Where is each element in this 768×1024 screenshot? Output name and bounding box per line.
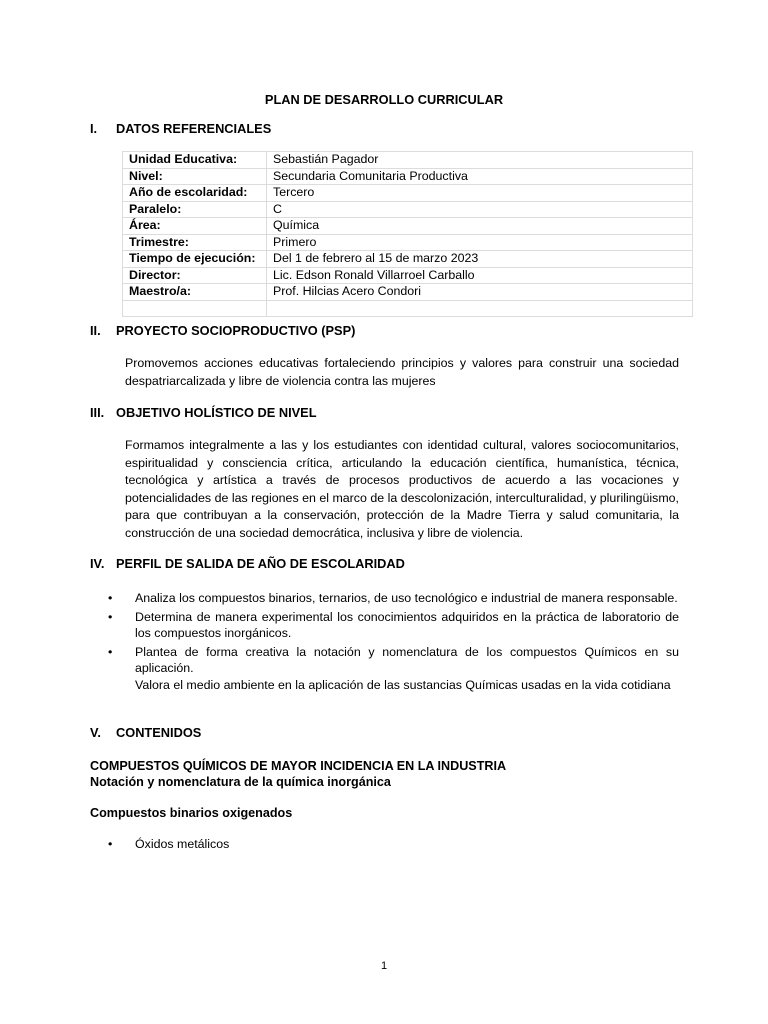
field-value: Tercero xyxy=(267,185,693,202)
reference-data-table xyxy=(122,151,693,317)
table-row xyxy=(123,152,693,169)
field-label: Maestro/a: xyxy=(123,284,267,301)
field-label: Director: xyxy=(123,267,267,284)
field-label: Trimestre: xyxy=(123,234,267,251)
section-number: II. xyxy=(90,323,101,338)
field-label: Nivel: xyxy=(123,168,267,185)
section-number: IV. xyxy=(90,556,105,571)
section-contenidos xyxy=(90,725,201,741)
field-value: C xyxy=(267,201,693,218)
field-value: Química xyxy=(267,218,693,235)
list-item-text: Analiza los compuestos binarios, ternarios, de uso tecnológico e industrial de manera responsable. xyxy=(135,591,678,605)
section-objetivo-holistico xyxy=(90,405,317,421)
contents-heading: COMPUESTOS QUÍMICOS DE MAYOR INCIDENCIA EN LA INDUSTRIA xyxy=(90,759,507,773)
field-value: Del 1 de febrero al 15 de marzo 2023 xyxy=(267,251,693,268)
field-label: Tiempo de ejecución: xyxy=(123,251,267,268)
empty-cell xyxy=(123,300,267,316)
section-title: PROYECTO SOCIOPRODUCTIVO (PSP) xyxy=(116,323,356,338)
section-title: PERFIL DE SALIDA DE AÑO DE ESCOLARIDAD xyxy=(116,556,405,571)
field-label: Paralelo: xyxy=(123,201,267,218)
bullet-icon: • xyxy=(108,837,113,851)
bullet-icon: • xyxy=(108,591,113,605)
profile-extra-line: Valora el medio ambiente en la aplicación de las sustancias Químicas usadas en la vida cotidiana xyxy=(135,677,671,692)
table-row xyxy=(123,234,693,251)
page-number: 1 xyxy=(380,960,388,972)
document-title: PLAN DE DESARROLLO CURRICULAR xyxy=(264,92,504,107)
list-item xyxy=(108,644,679,677)
contents-subheading: Notación y nomenclatura de la química inorgánica xyxy=(90,775,391,789)
list-item-text: Plantea de forma creativa la notación y nomenclatura de los compuestos Químicos en su aplicación. xyxy=(135,644,679,675)
section-number: I. xyxy=(90,121,98,136)
field-value: Sebastián Pagador xyxy=(267,152,693,169)
list-item xyxy=(108,590,679,607)
section-number: III. xyxy=(90,405,105,420)
objective-paragraph: Formamos integralmente a las y los estudiantes con identidad cultural, valores sociocomunitarios, espiritualidad y consciencia crítica, articulando la educación científica, humanística, técnica, tecnológica y artística a través de procesos productivos de acuerdo a las vocaciones y potencialidades de las regiones en el marco de la descolonización, interculturalidad, y plurilingüismo, para que contribuyan a la conservación, protección de la Madre Tierra y salud comunitaria, la construcción de una sociedad democrática, inclusiva y libre de violencia. xyxy=(125,438,679,540)
contents-group-title: Compuestos binarios oxigenados xyxy=(90,806,293,820)
table-row xyxy=(123,185,693,202)
table-row xyxy=(123,201,693,218)
profile-bullet-list xyxy=(108,590,679,693)
bullet-icon: • xyxy=(108,609,113,624)
table-row xyxy=(123,251,693,268)
list-item xyxy=(108,609,679,642)
field-label: Unidad Educativa: xyxy=(123,152,267,169)
section-number: V. xyxy=(90,725,101,740)
section-title: OBJETIVO HOLÍSTICO DE NIVEL xyxy=(116,405,317,420)
field-label: Año de escolaridad: xyxy=(123,185,267,202)
table-row xyxy=(123,168,693,185)
field-value: Prof. Hilcias Acero Condori xyxy=(267,284,693,301)
section-proyecto-socioproductivo xyxy=(90,323,355,339)
field-value: Lic. Edson Ronald Villarroel Carballo xyxy=(267,267,693,284)
list-item-text: Óxidos metálicos xyxy=(135,837,230,851)
contents-list-item xyxy=(108,836,229,852)
table-row xyxy=(123,267,693,284)
section-perfil-de-salida xyxy=(90,556,405,572)
section-title: DATOS REFERENCIALES xyxy=(116,121,272,136)
list-item-text: Determina de manera experimental los conocimientos adquiridos en la práctica de laboratorio de los compuestos inorgánicos. xyxy=(135,609,679,640)
psp-paragraph: Promovemos acciones educativas fortaleciendo principios y valores para construir una sociedad despatriarcalizada y libre de violencia contra las mujeres xyxy=(125,356,679,388)
empty-cell xyxy=(267,300,693,316)
table-row-empty xyxy=(123,300,693,316)
bullet-icon: • xyxy=(108,644,113,659)
table-row xyxy=(123,284,693,301)
field-value: Secundaria Comunitaria Productiva xyxy=(267,168,693,185)
field-label: Área: xyxy=(123,218,267,235)
section-title: CONTENIDOS xyxy=(116,725,202,740)
field-value: Primero xyxy=(267,234,693,251)
table-row xyxy=(123,218,693,235)
section-datos-referenciales xyxy=(90,121,271,137)
